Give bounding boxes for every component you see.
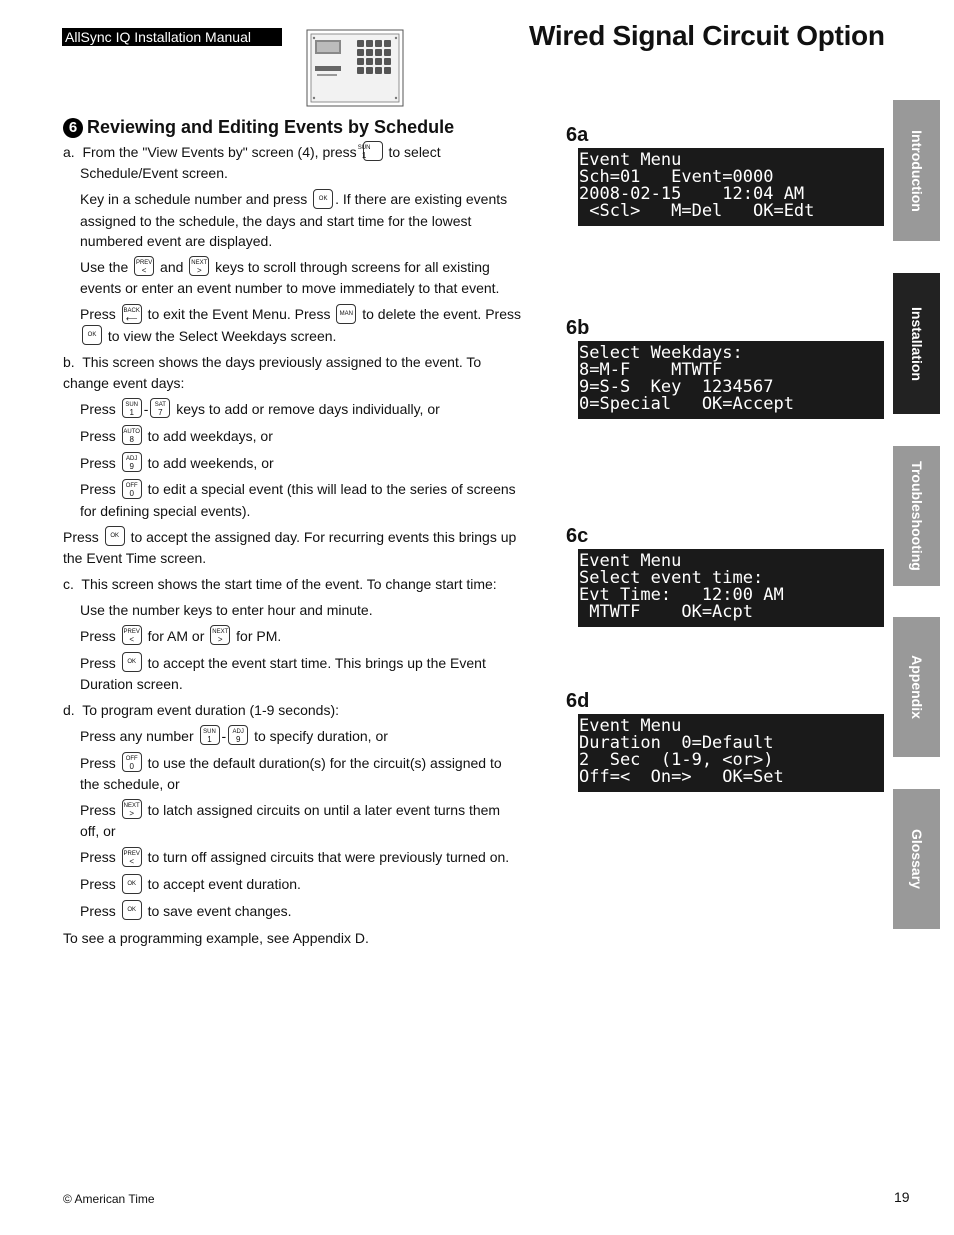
next-key-icon: NEXT > <box>210 625 230 645</box>
step-b-weekends: Press ADJ 9 to add weekends, or <box>63 453 523 474</box>
step-d-number: Press any number SUN 1 - ADJ 9 to specify duration, or <box>63 726 523 747</box>
step-d-default: Press OFF 0 to use the default duration(s) for the circuit(s) assigned to the schedule, or <box>63 753 523 795</box>
sun-1-key-icon: SUN 1 <box>363 141 383 161</box>
appendix-reference: To see a programming example, see Appendix D. <box>63 929 369 946</box>
ok-key-icon: OK <box>122 900 142 920</box>
tab-appendix[interactable]: Appendix <box>893 617 940 757</box>
lcd-line: Select event time: <box>579 568 764 588</box>
section-title: Reviewing and Editing Events by Schedule <box>87 117 455 137</box>
off-0-key-icon: OFF 0 <box>122 752 142 772</box>
tab-glossary[interactable]: Glossary <box>893 789 940 929</box>
lcd-line: Sch=01 Event=0000 <box>579 167 774 187</box>
tab-troubleshooting[interactable]: Troubleshooting <box>893 446 940 586</box>
step-c-accept: Press OK to accept the event start time. This brings up the Event Duration screen. <box>63 653 523 695</box>
man-key-icon: MAN <box>336 304 356 324</box>
step-c-keys: Use the number keys to enter hour and minute. <box>80 601 373 618</box>
step-b-special: Press OFF 0 to edit a special event (this will lead to the series of screens for defining special events). <box>63 479 523 521</box>
lcd-screen-6d <box>578 714 884 792</box>
lcd-line: MTWTF OK=Acpt <box>579 602 753 622</box>
ok-key-icon: OK <box>122 652 142 672</box>
ok-key-icon: OK <box>105 526 125 546</box>
page-number: 19 <box>894 1189 910 1205</box>
lcd-line: 9=S-S Key 1234567 <box>579 377 774 397</box>
ok-key-icon: OK <box>122 874 142 894</box>
lcd-line: Event Menu <box>579 716 682 736</box>
auto-8-key-icon: AUTO 8 <box>122 425 142 445</box>
step-b-accept: Press OK to accept the assigned day. For recurring events this brings up the Event Time screen. <box>63 527 523 569</box>
lcd-line: Event Menu <box>579 551 682 571</box>
sun-1-key-icon: SUN 1 <box>122 398 142 418</box>
prev-key-icon: PREV < <box>134 256 154 276</box>
page-title: Wired Signal Circuit Option <box>529 20 885 51</box>
step-a-exit: Press BACK ⟵ to exit the Event Menu. Press MAN to delete the event. Press OK to view the Select Weekdays screen. <box>63 304 523 347</box>
lcd-line: Select Weekdays: <box>579 343 743 363</box>
figure-label-6d: 6d <box>566 690 590 712</box>
tab-installation[interactable]: Installation <box>893 273 940 414</box>
ok-key-icon: OK <box>313 189 333 209</box>
lcd-line: 2 Sec (1-9, <or>) <box>579 750 774 770</box>
next-key-icon: NEXT > <box>189 256 209 276</box>
manual-title: AllSync IQ Installation Manual <box>62 28 282 46</box>
off-0-key-icon: OFF 0 <box>122 479 142 499</box>
figure-label-6b: 6b <box>566 317 590 339</box>
adj-9-key-icon: ADJ 9 <box>228 725 248 745</box>
lcd-line: 8=M-F MTWTF <box>579 360 723 380</box>
step-a-detail: Key in a schedule number and press OK . If there are existing events assigned to the schedule, the days and start time for the lowest numbered event are displayed. <box>63 189 523 251</box>
lcd-line: <Scl> M=Del OK=Edt <box>579 201 815 221</box>
sat-7-key-icon: SAT 7 <box>150 398 170 418</box>
lcd-line: Off=< On=> OK=Set <box>579 767 784 787</box>
section-heading <box>63 117 454 138</box>
lcd-screen-6c <box>578 549 884 627</box>
step-d-accept: Press OK to accept event duration. <box>63 874 523 895</box>
step-c: c. This screen shows the start time of the event. To change start time: <box>63 575 497 592</box>
step-b-weekdays: Press AUTO 8 to add weekdays, or <box>63 426 523 447</box>
step-d-off: Press PREV < to turn off assigned circuits that were previously turned on. <box>63 847 523 868</box>
adj-9-key-icon: ADJ 9 <box>122 452 142 472</box>
device-illustration <box>305 28 405 108</box>
lcd-line: 2008-02-15 12:04 AM <box>579 184 805 204</box>
lcd-line: Event Menu <box>579 150 682 170</box>
lcd-screen-6b <box>578 341 884 419</box>
step-a-scroll: Use the PREV < and NEXT > keys to scroll through screens for all existing events or enter an event number to move immediately to that event. <box>63 257 523 299</box>
sun-1-key-icon: SUN 1 <box>200 725 220 745</box>
tab-introduction[interactable]: Introduction <box>893 100 940 241</box>
step-b-days: Press SUN 1 - SAT 7 keys to add or remove days individually, or <box>63 399 523 420</box>
ok-key-icon: OK <box>82 325 102 345</box>
step-d-save: Press OK to save event changes. <box>63 901 523 922</box>
step-a: a. From the "View Events by" screen (4), press SUN 1 to select Schedule/Event screen. <box>63 142 523 184</box>
next-key-icon: NEXT > <box>122 799 142 819</box>
instructions <box>63 142 523 954</box>
prev-key-icon: PREV < <box>122 847 142 867</box>
step-c-ampm: Press PREV < for AM or NEXT > for PM. <box>63 626 523 647</box>
back-key-icon: BACK ⟵ <box>122 304 142 324</box>
figure-label-6c: 6c <box>566 525 589 547</box>
copyright: © American Time <box>63 1192 155 1206</box>
step-d-latch: Press NEXT > to latch assigned circuits on until a later event turns them off, or <box>63 800 523 842</box>
section-number: 6 <box>63 118 83 138</box>
lcd-line: Duration 0=Default <box>579 733 774 753</box>
lcd-line: Evt Time: 12:00 AM <box>579 585 784 605</box>
figure-label-6a: 6a <box>566 124 589 146</box>
step-b: b. This screen shows the days previously assigned to the event. To change event days: <box>63 354 482 391</box>
lcd-screen-6a <box>578 148 884 226</box>
step-d: d. To program event duration (1-9 seconds): <box>63 702 340 719</box>
lcd-line: 0=Special OK=Accept <box>579 394 794 414</box>
prev-key-icon: PREV < <box>122 625 142 645</box>
